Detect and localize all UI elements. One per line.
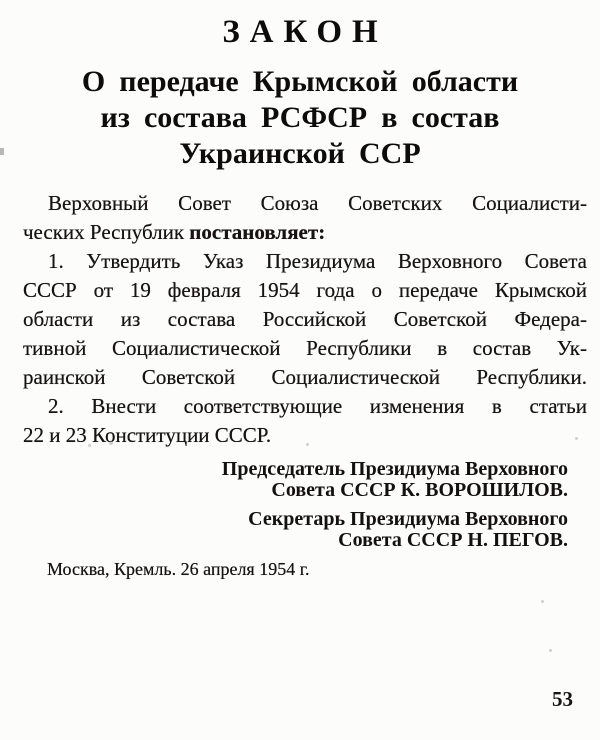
article2-line-1: 2. Внести соответствующие изменения в статьи	[48, 394, 587, 418]
signature-secretary-name: Совета СССР Н. ПЕГОВ.	[338, 529, 568, 551]
signature-secretary	[0, 509, 568, 551]
signature-secretary-title: Секретарь Президиума Верховного	[248, 508, 568, 530]
article1-line-5: раинской Советской Социалистической Республики.	[23, 365, 587, 389]
signature-chairman-name: Совета СССР К. ВОРОШИЛОВ.	[271, 479, 568, 501]
intro-decree-word: постановляет:	[189, 220, 326, 244]
law-body	[23, 189, 587, 450]
law-title	[0, 64, 600, 172]
scan-speck	[306, 443, 309, 446]
article1-line-2: СССР от 19 февраля 1954 года о передаче Крымской	[23, 278, 587, 302]
law-kicker: ЗАКОН	[222, 14, 388, 50]
scan-speck	[109, 441, 113, 445]
scan-speck	[549, 649, 552, 652]
article1-line-1: 1. Утвердить Указ Президиума Верховного Совета	[48, 249, 587, 273]
signature-chairman-title: Председатель Президиума Верховного	[221, 458, 568, 480]
article2-line-2: 22 и 23 Конституции СССР.	[23, 423, 272, 447]
intro-line-2	[23, 218, 587, 247]
article1-line-4: тивной Социалистической Республики в состав Ук-	[23, 336, 587, 360]
intro-line-2-text: ческих Республик	[23, 220, 185, 244]
dateline: Москва, Кремль. 26 апреля 1954 г.	[47, 559, 310, 579]
signature-chairman	[0, 459, 568, 501]
scan-speck	[88, 444, 91, 447]
scan-speck	[575, 437, 578, 440]
law-title-line-1: О передаче Крымской области	[81, 65, 519, 98]
scan-speck	[541, 600, 544, 603]
law-title-line-2: из состава РСФСР в состав	[100, 101, 500, 134]
signature-block	[0, 459, 568, 551]
article1-line-3: области из состава Российской Советской Федера-	[23, 307, 587, 331]
page-number: 53	[552, 687, 573, 711]
scan-edge-mark	[0, 148, 4, 155]
intro-line-1: Верховный Совет Союза Советских Социалисти-	[48, 191, 587, 215]
law-title-line-3: Украинской ССР	[179, 137, 421, 170]
